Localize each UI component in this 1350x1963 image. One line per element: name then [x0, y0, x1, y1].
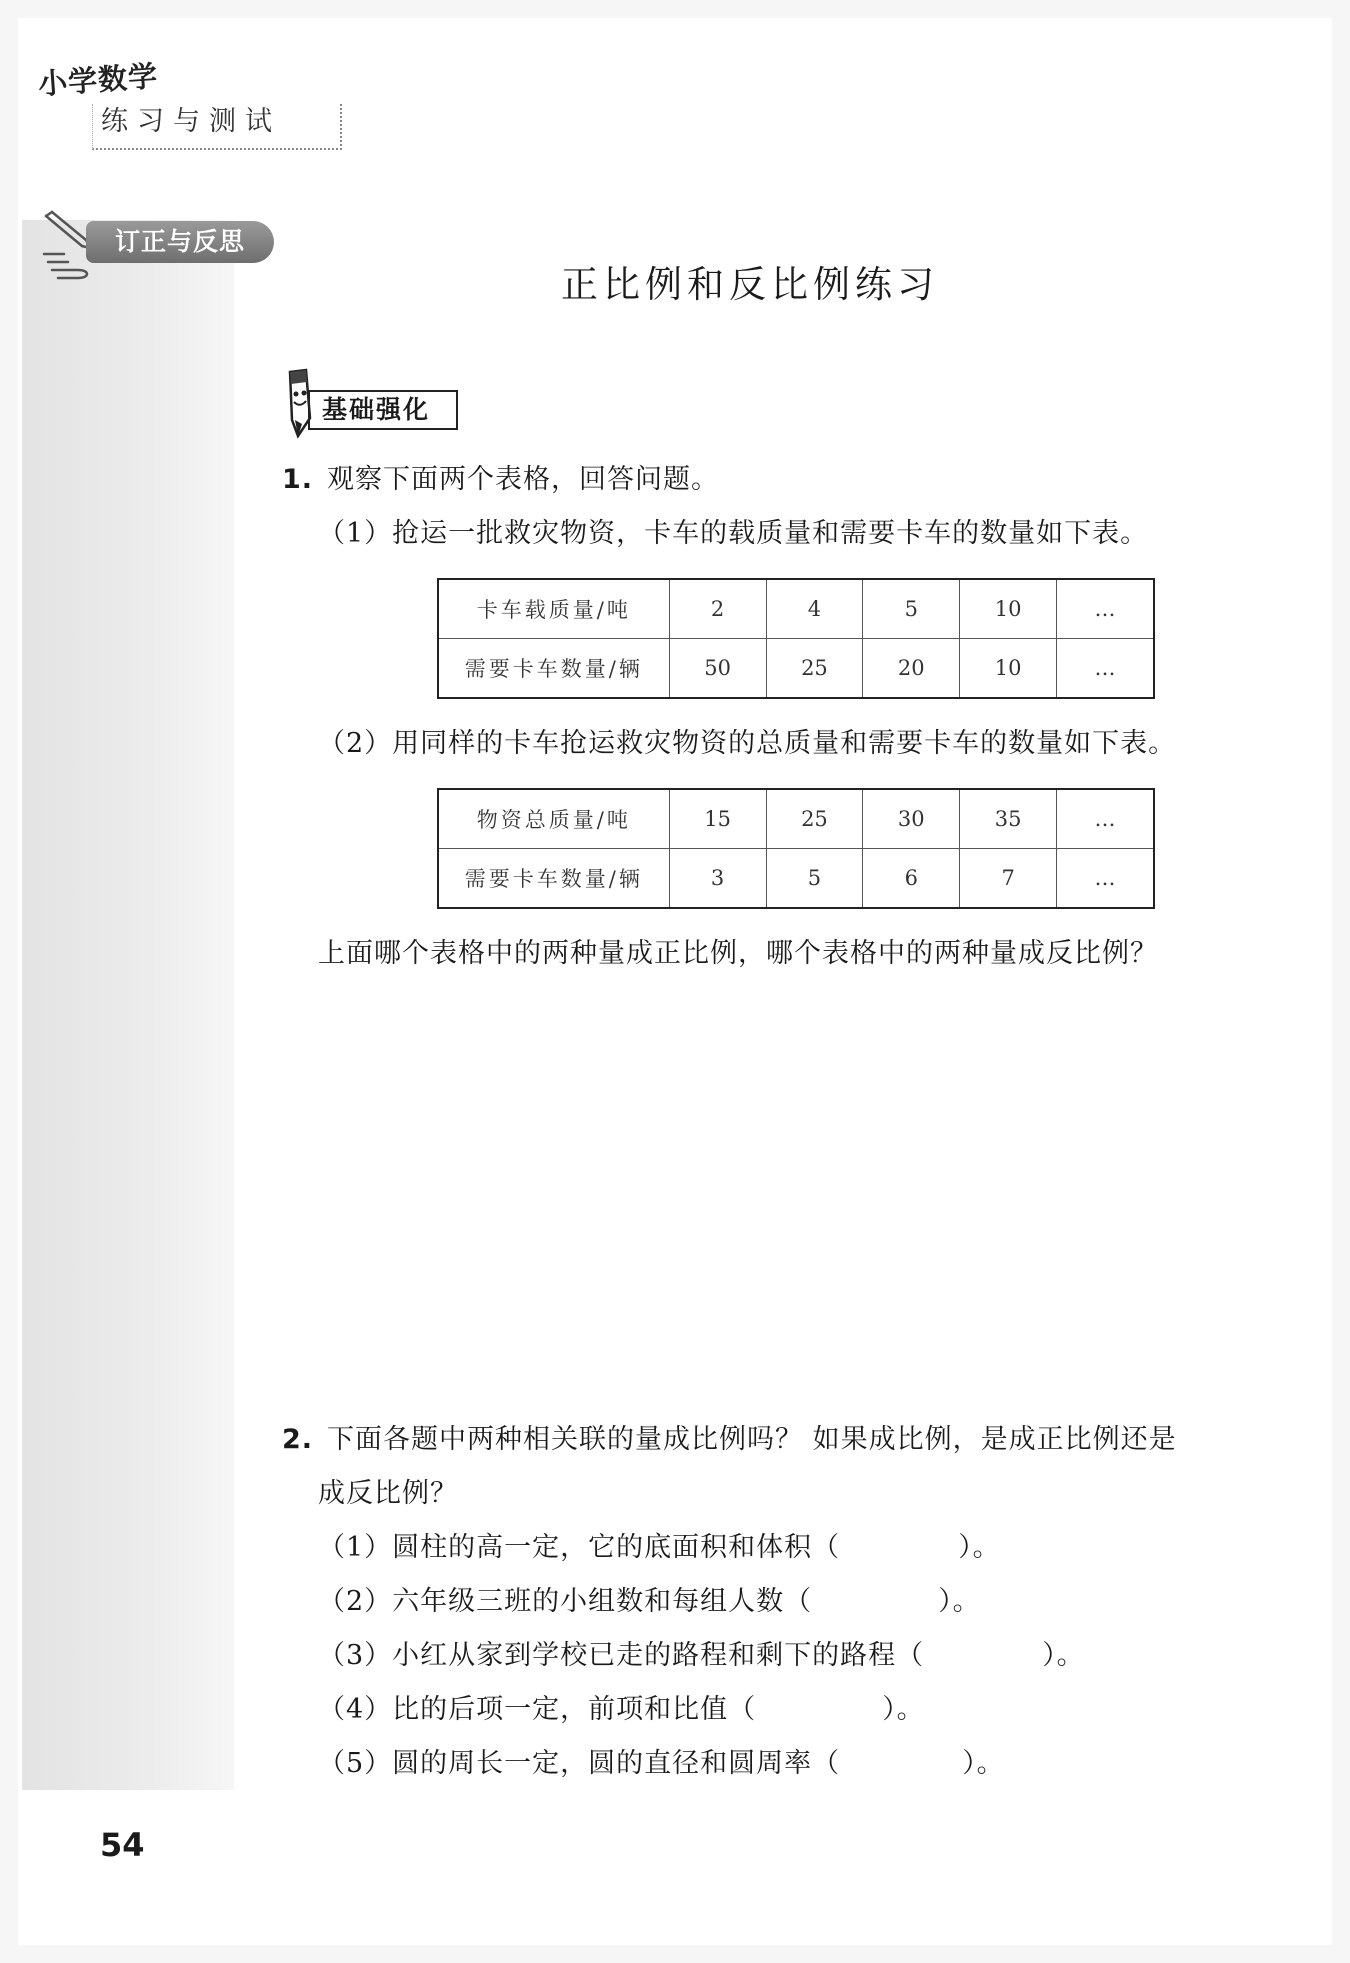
question-1-question: 上面哪个表格中的两种量成正比例，哪个表格中的两种量成反比例？ — [318, 938, 1158, 969]
table-cell: 50 — [669, 639, 766, 699]
table-cell: 30 — [863, 789, 960, 849]
table-cell: … — [1057, 579, 1154, 639]
table-cell: 5 — [863, 579, 960, 639]
table-cell: 4 — [766, 579, 863, 639]
question-text: 下面各题中两种相关联的量成比例吗？ 如果成比例，是成正比例还是 — [327, 1424, 1177, 1455]
item-text: （5）圆的周长一定，圆的直径和圆周率（ — [318, 1748, 841, 1779]
table-cell: 25 — [766, 639, 863, 699]
question-1-part-1: （1）抢运一批救灾物资，卡车的载质量和需要卡车的数量如下表。 — [318, 518, 1149, 549]
question-number: 2. — [282, 1424, 314, 1455]
table-cell: 20 — [863, 639, 960, 699]
item-text: （2）六年级三班的小组数和每组人数（ — [318, 1586, 813, 1617]
item-text: （3）小红从家到学校已走的路程和剩下的路程（ — [318, 1640, 925, 1671]
table-cell: 15 — [669, 789, 766, 849]
table-cell: … — [1057, 639, 1154, 699]
question-2-prompt-continued: 成反比例？ — [318, 1478, 458, 1509]
table-row — [438, 579, 1154, 639]
question-2-prompt — [282, 1422, 1177, 1458]
table-cell: 卡车载质量/吨 — [438, 579, 669, 639]
item-close: ）。 — [962, 1748, 1005, 1779]
table-row — [438, 639, 1154, 699]
table-cell: … — [1057, 849, 1154, 909]
page-title: 正比例和反比例练习 — [561, 263, 939, 306]
section-header — [282, 368, 462, 440]
table-cell: 35 — [960, 789, 1057, 849]
question-2-item — [318, 1638, 1085, 1674]
question-1-part-2: （2）用同样的卡车抢运救灾物资的总质量和需要卡车的数量如下表。 — [318, 728, 1177, 759]
item-text: （4）比的后项一定，前项和比值（ — [318, 1694, 757, 1725]
table-cell: 需要卡车数量/辆 — [438, 639, 669, 699]
question-text: 观察下面两个表格，回答问题。 — [327, 464, 720, 495]
section-label: 基础强化 — [308, 390, 458, 430]
table-row — [438, 789, 1154, 849]
book-subtitle: 练习与测试 — [92, 104, 342, 150]
item-close: ）。 — [938, 1586, 981, 1617]
table-cell: 物资总质量/吨 — [438, 789, 669, 849]
page-number: 54 — [100, 1826, 145, 1864]
question-2-item — [318, 1746, 1005, 1782]
question-number: 1. — [282, 464, 314, 495]
item-close: ）。 — [882, 1694, 925, 1725]
table-truck-capacity — [437, 578, 1155, 699]
table-cell: 25 — [766, 789, 863, 849]
table-cell: 2 — [669, 579, 766, 639]
item-text: （1）圆柱的高一定，它的底面积和体积（ — [318, 1532, 841, 1563]
table-cell: … — [1057, 789, 1154, 849]
item-close: ）。 — [1042, 1640, 1085, 1671]
item-close: ）。 — [958, 1532, 1001, 1563]
table-cell: 需要卡车数量/辆 — [438, 849, 669, 909]
table-cell: 5 — [766, 849, 863, 909]
question-2-item — [318, 1530, 1001, 1566]
table-cell: 7 — [960, 849, 1057, 909]
question-2-item — [318, 1584, 981, 1620]
reflection-badge: 订正与反思 — [86, 221, 274, 263]
question-1-prompt — [282, 462, 719, 498]
table-total-weight — [437, 788, 1155, 909]
reflection-sidebar — [22, 220, 234, 1790]
book-brand: 小学数学 — [37, 58, 160, 102]
table-cell: 10 — [960, 639, 1057, 699]
table-cell: 3 — [669, 849, 766, 909]
question-2-item — [318, 1692, 925, 1728]
table-cell: 10 — [960, 579, 1057, 639]
table-cell: 6 — [863, 849, 960, 909]
table-row — [438, 849, 1154, 909]
